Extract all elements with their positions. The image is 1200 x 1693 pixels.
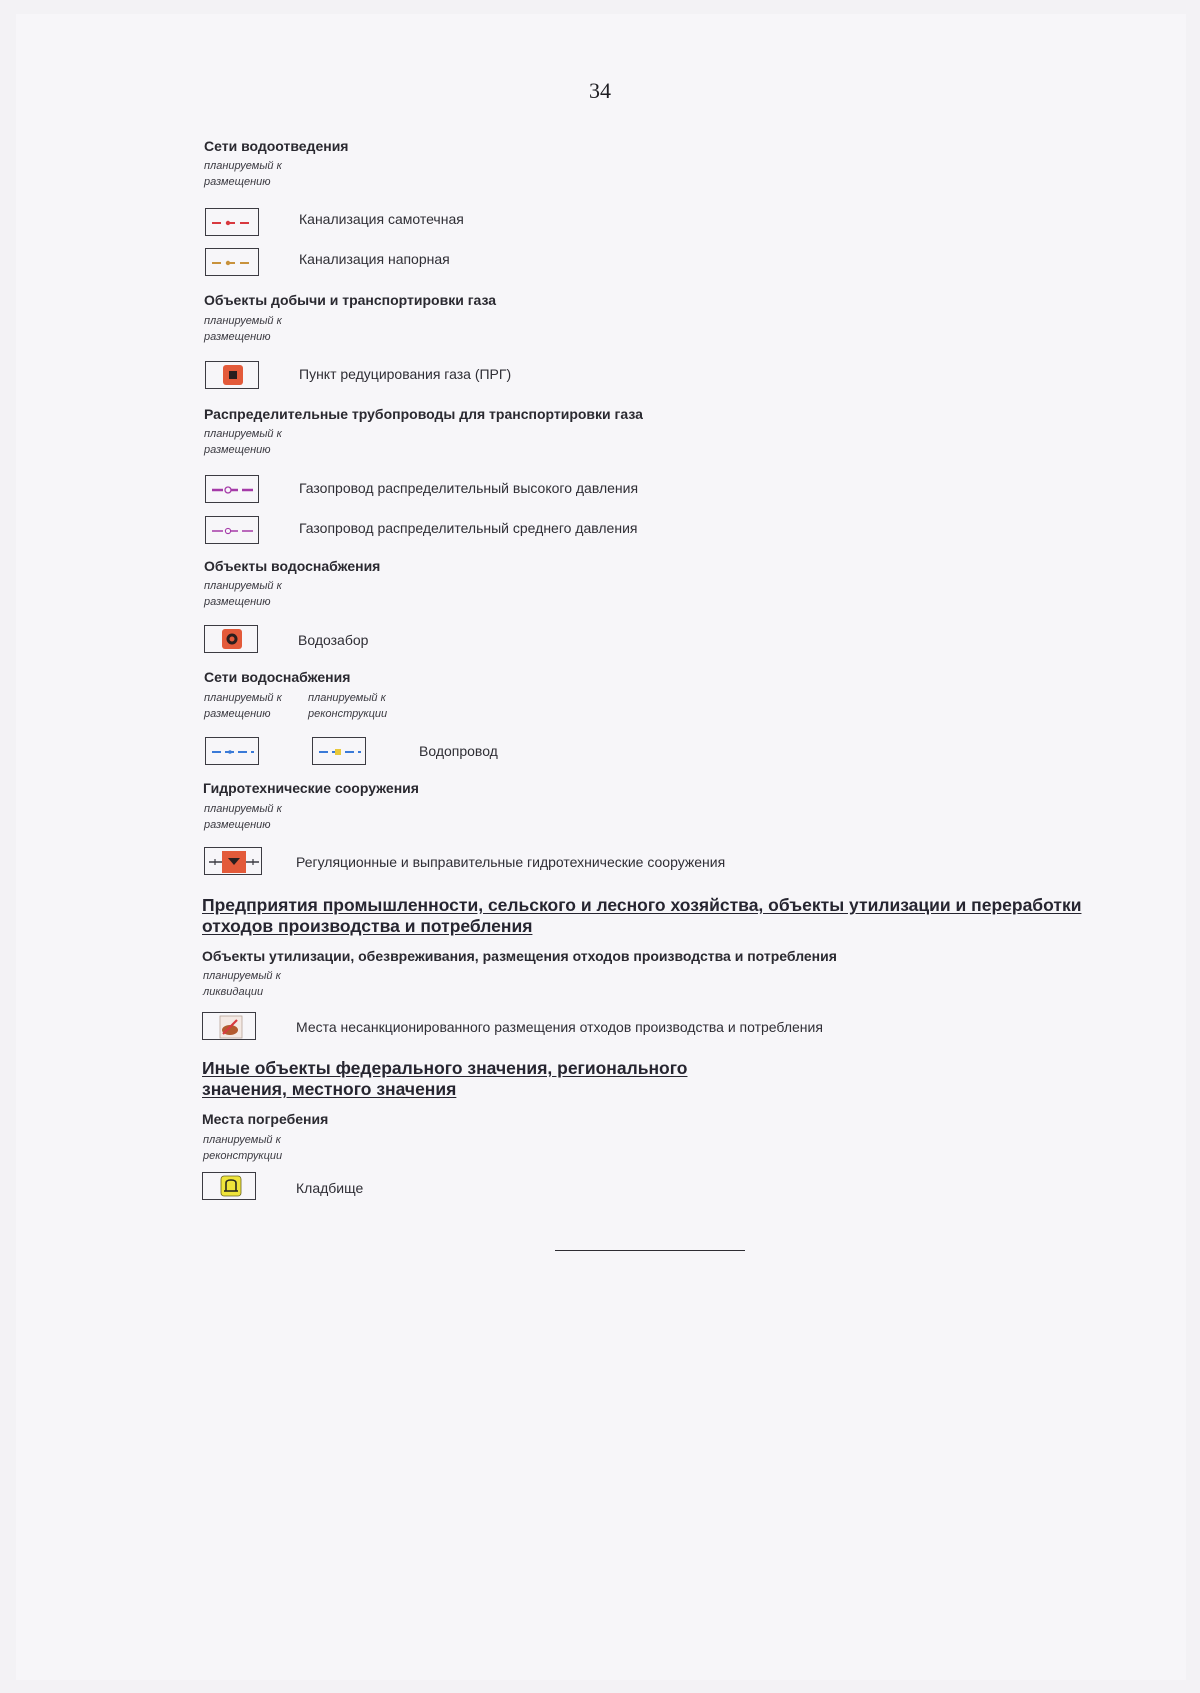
legend-symbol-hydraulic-structure xyxy=(204,847,262,875)
legend-symbol-gas-reduction-point xyxy=(205,361,259,389)
legend-label: Газопровод распределительный высокого давления xyxy=(299,480,639,496)
section-heading: Объекты водоснабжения xyxy=(204,558,381,574)
legend-label: Регуляционные и выправительные гидротехнические сооружения xyxy=(296,854,726,870)
legend-symbol-waste-site xyxy=(202,1012,256,1040)
legend-label: Газопровод распределительный среднего давления xyxy=(299,520,638,536)
legend-symbol-sewer-gravity xyxy=(205,208,259,236)
section-heading: Распределительные трубопроводы для транспортировки газа xyxy=(204,406,643,422)
end-rule xyxy=(555,1250,745,1251)
status-note: планируемый к размещению xyxy=(204,692,282,720)
legend-symbol-sewer-pressure xyxy=(205,248,259,276)
legend-symbol-water-intake xyxy=(204,625,258,653)
status-note: планируемый к размещению xyxy=(204,428,282,456)
section-heading: Объекты добычи и транспортировки газа xyxy=(204,292,497,308)
document-sheet xyxy=(16,14,1186,1680)
section-heading: Объекты утилизации, обезвреживания, размещения отходов производства и потребления xyxy=(202,948,837,964)
status-note: планируемый к размещению xyxy=(204,803,282,831)
page-number: 34 xyxy=(589,78,611,103)
section-heading: Сети водоснабжения xyxy=(204,669,351,685)
section-heading: Сети водоотведения xyxy=(204,138,349,154)
status-note: планируемый к реконструкции xyxy=(203,1134,283,1162)
legend-label: Водопровод xyxy=(419,743,498,759)
legend-label: Канализация напорная xyxy=(299,251,450,267)
legend-symbol-cemetery xyxy=(202,1172,256,1200)
legend-symbol-gas-medium-pressure xyxy=(205,516,259,544)
status-note: планируемый к размещению xyxy=(204,315,282,343)
status-note: планируемый к размещению xyxy=(204,580,282,608)
status-note: планируемый к размещению xyxy=(204,160,282,188)
section-heading: Гидротехнические сооружения xyxy=(203,780,419,796)
legend-label: Места несанкционированного размещения отходов производства и потребления xyxy=(296,1019,823,1035)
legend-symbol-water-main-reconstruction xyxy=(312,737,366,765)
status-note: планируемый к ликвидации xyxy=(203,970,281,998)
section-heading: Места погребения xyxy=(202,1111,329,1127)
legend-symbol-gas-high-pressure xyxy=(205,475,259,503)
legend-label: Водозабор xyxy=(298,632,369,648)
status-note-reconstruction: планируемый к реконструкции xyxy=(308,692,388,720)
legend-label: Канализация самотечная xyxy=(299,211,464,227)
legend-symbol-water-main-new xyxy=(205,737,259,765)
group-title-industry: Предприятия промышленности, сельского и лесного хозяйства, объекты утилизации и переработки отходов производства и потребления xyxy=(202,895,1082,936)
legend-label: Кладбище xyxy=(296,1180,364,1196)
legend-label: Пункт редуцирования газа (ПРГ) xyxy=(299,366,512,382)
group-title-other: Иные объекты федерального значения, регионального значения, местного значения xyxy=(202,1058,688,1099)
